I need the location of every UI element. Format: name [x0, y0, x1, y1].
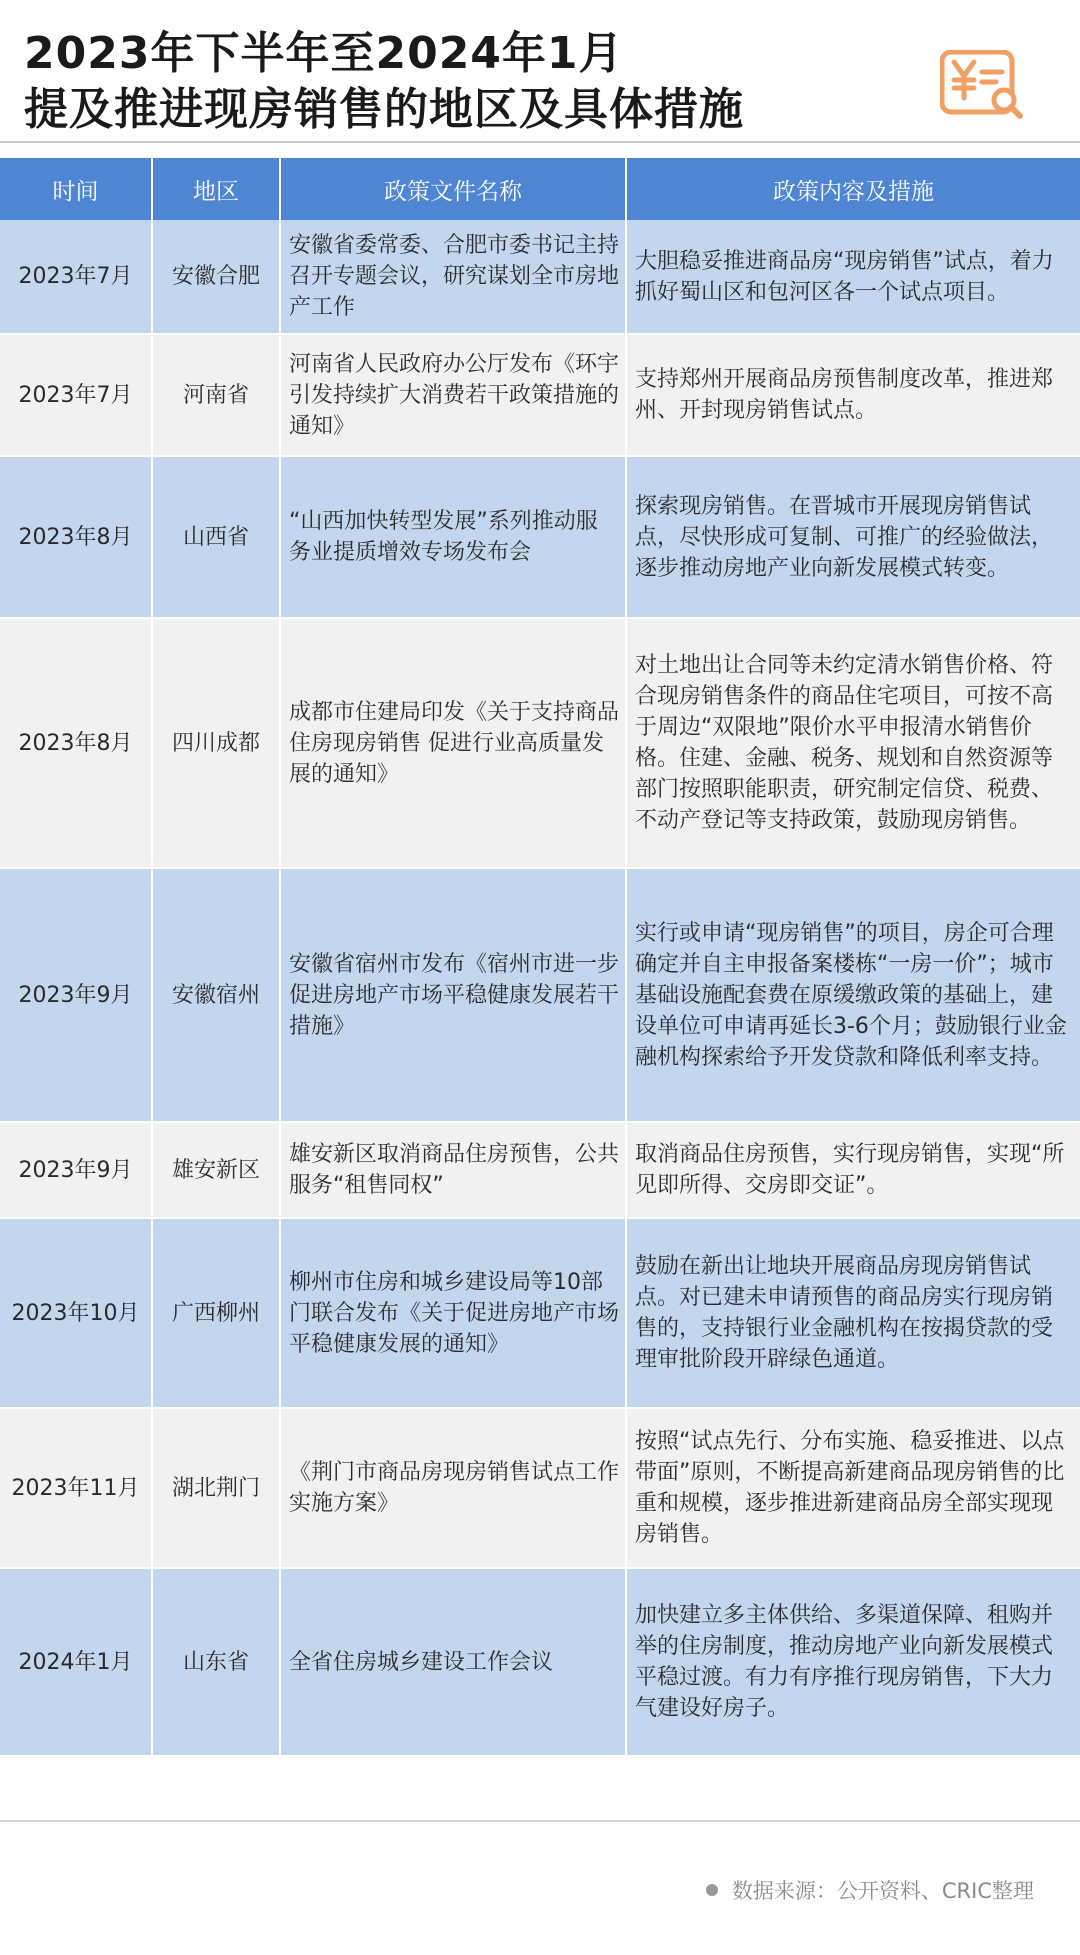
cell-document: 柳州市住房和城乡建设局等10部门联合发布《关于促进房地产市场平稳健康发展的通知》	[280, 1218, 626, 1408]
header-region: 地区	[152, 158, 280, 220]
table-row	[0, 868, 1080, 1122]
cell-content: 实行或申请“现房销售”的项目，房企可合理确定并自主申报备案楼栋“一房一价”；城市基础设施配套费在原缓缴政策的基础上，建设单位可申请再延长3-6个月；鼓励银行业金融机构探索给予开发贷款和降低利率支持。	[626, 868, 1080, 1122]
cell-region: 安徽宿州	[152, 868, 280, 1122]
cell-time: 2023年10月	[0, 1218, 152, 1408]
cell-region: 山西省	[152, 456, 280, 618]
cell-content: 取消商品住房预售，实行现房销售，实现“所见即所得、交房即交证”。	[626, 1122, 1080, 1218]
header-document: 政策文件名称	[280, 158, 626, 220]
cell-region: 安徽合肥	[152, 220, 280, 334]
header-content: 政策内容及措施	[626, 158, 1080, 220]
cell-region: 四川成都	[152, 618, 280, 868]
cell-content: 鼓励在新出让地块开展商品房现房销售试点。对已建未申请预售的商品房实行现房销售的，支持银行业金融机构在按揭贷款的受理审批阶段开辟绿色通道。	[626, 1218, 1080, 1408]
cell-document: 安徽省宿州市发布《宿州市进一步促进房地产市场平稳健康发展若干措施》	[280, 868, 626, 1122]
table-row	[0, 220, 1080, 334]
title-divider	[0, 141, 1080, 143]
cell-document: 全省住房城乡建设工作会议	[280, 1568, 626, 1756]
cell-content: 按照“试点先行、分布实施、稳妥推进、以点带面”原则，不断提高新建商品现房销售的比重和规模，逐步推进新建商品房全部实现现房销售。	[626, 1408, 1080, 1568]
cell-time: 2023年7月	[0, 334, 152, 456]
page-title-line-2: 提及推进现房销售的地区及具体措施	[24, 84, 744, 135]
cell-content: 支持郑州开展商品房预售制度改革，推进郑州、开封现房销售试点。	[626, 334, 1080, 456]
cell-document: 《荆门市商品房现房销售试点工作实施方案》	[280, 1408, 626, 1568]
cell-time: 2023年9月	[0, 1122, 152, 1218]
cell-time: 2024年1月	[0, 1568, 152, 1756]
table-row	[0, 1122, 1080, 1218]
table-row	[0, 618, 1080, 868]
title-block	[24, 26, 924, 138]
table-row	[0, 334, 1080, 456]
cell-document: 成都市住建局印发《关于支持商品住房现房销售 促进行业高质量发展的通知》	[280, 618, 626, 868]
cell-time: 2023年9月	[0, 868, 152, 1122]
cell-content: 加快建立多主体供给、多渠道保障、租购并举的住房制度，推动房地产业向新发展模式平稳过渡。有力有序推行现房销售，下大力气建设好房子。	[626, 1568, 1080, 1756]
header-time: 时间	[0, 158, 152, 220]
bullet-dot-icon	[706, 1884, 718, 1896]
cell-region: 广西柳州	[152, 1218, 280, 1408]
table-row	[0, 1568, 1080, 1756]
cell-document: 雄安新区取消商品住房预售，公共服务“租售同权”	[280, 1122, 626, 1218]
cell-region: 湖北荆门	[152, 1408, 280, 1568]
cell-document: “山西加快转型发展”系列推动服务业提质增效专场发布会	[280, 456, 626, 618]
yuan-document-magnifier-icon	[940, 50, 1028, 120]
footer-divider	[0, 1820, 1080, 1822]
cell-document: 安徽省委常委、合肥市委书记主持召开专题会议，研究谋划全市房地产工作	[280, 220, 626, 334]
cell-document: 河南省人民政府办公厅发布《环宇引发持续扩大消费若干政策措施的通知》	[280, 334, 626, 456]
table-row	[0, 1408, 1080, 1568]
cell-content: 对土地出让合同等未约定清水销售价格、符合现房销售条件的商品住宅项目，可按不高于周边“双限地”限价水平申报清水销售价格。住建、金融、税务、规划和自然资源等部门按照职能职责，研究制定信贷、税费、不动产登记等支持政策，鼓励现房销售。	[626, 618, 1080, 868]
cell-time: 2023年8月	[0, 618, 152, 868]
source-note	[706, 1875, 1034, 1905]
table-row	[0, 1218, 1080, 1408]
page-title-line-1: 2023年下半年至2024年1月	[24, 28, 624, 79]
cell-content: 探索现房销售。在晋城市开展现房销售试点，尽快形成可复制、可推广的经验做法，逐步推动房地产业向新发展模式转变。	[626, 456, 1080, 618]
table-header-row	[0, 158, 1080, 220]
cell-region: 河南省	[152, 334, 280, 456]
policy-table	[0, 158, 1080, 1757]
cell-time: 2023年11月	[0, 1408, 152, 1568]
cell-time: 2023年7月	[0, 220, 152, 334]
cell-region: 山东省	[152, 1568, 280, 1756]
cell-content: 大胆稳妥推进商品房“现房销售”试点，着力抓好蜀山区和包河区各一个试点项目。	[626, 220, 1080, 334]
source-text: 数据来源：公开资料、CRIC整理	[731, 1879, 1034, 1903]
table-row	[0, 456, 1080, 618]
cell-time: 2023年8月	[0, 456, 152, 618]
cell-region: 雄安新区	[152, 1122, 280, 1218]
